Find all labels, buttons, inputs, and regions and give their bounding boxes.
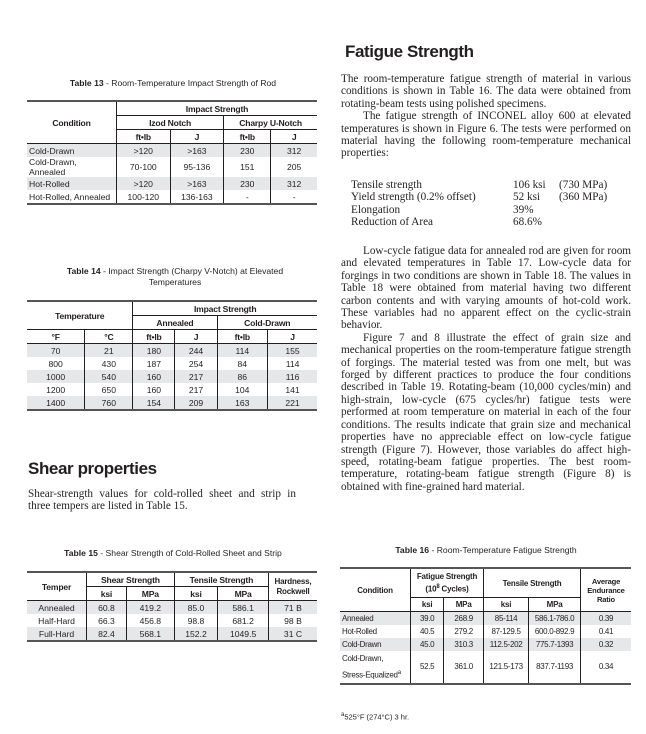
table14-cell: 540: [85, 370, 133, 383]
table-row: [27, 157, 317, 177]
table16-cell: 310.3: [444, 638, 484, 651]
table-row: [340, 612, 631, 626]
table16-fatigue-title: Fatigue Strength: [416, 571, 478, 581]
property-value: 52 ksi: [513, 191, 541, 204]
table13-cell: 312: [271, 177, 317, 190]
table16-ratio-header: Average Endurance Ratio: [581, 568, 632, 612]
shear-paragraph: [28, 488, 296, 513]
shear-text: Shear-strength values for cold-rolled sheet and strip in three tempers are listed in Table 15.: [28, 488, 296, 513]
table13-cell: 151: [224, 157, 271, 177]
table14-title: - Impact Strength (Charpy V-Notch) at Elevated Temperatures: [100, 266, 284, 287]
table-row: [27, 357, 317, 370]
table14-unit-header: ft•lb: [217, 330, 268, 344]
fatigue-paragraph: The fatigue strength of INCONEL alloy 600 at elevated temperatures is shown in Figure 6. The tests were performed on material having the following room-temperature mechanical properties:: [341, 110, 631, 160]
table16-footnote-mark: a: [341, 712, 345, 718]
table14-cell: 70: [27, 344, 85, 358]
table13-cell: -: [271, 190, 317, 204]
table14: [27, 300, 317, 411]
table13-cell: >120: [117, 144, 171, 158]
property-label: Yield strength (0.2% offset): [351, 191, 476, 204]
table-row: [340, 638, 631, 651]
table-row: [27, 144, 317, 158]
table13-cell: 205: [271, 157, 317, 177]
fatigue-paragraph: Low-cycle fatigue data for annealed rod are given for room and elevated temperatures in Table 17. Low-cycle data for forgings in two conditions are shown in Table 18. The values in Table 18 were obtained from material having two different carbon contents and with varying amounts of hot-cold work. These variables had no apparent effect on the cyclic-strain behavior.: [341, 245, 631, 332]
table16-condition-line1: Cold-Drawn,: [342, 654, 384, 663]
table15-unit-header: MPa: [126, 587, 174, 601]
table13-label: Table 13: [69, 78, 104, 88]
table14-cell: 221: [268, 396, 317, 410]
table15-unit-header: MPa: [218, 587, 269, 601]
property-metric: (360 MPa): [559, 191, 608, 204]
table16-cell: 39.0: [411, 612, 444, 626]
table15-cell: 568.1: [126, 627, 174, 641]
table14-cell: 154: [133, 396, 175, 410]
table-row: [27, 344, 317, 358]
table16-unit-header: ksi: [411, 598, 444, 612]
fatigue-paragraph: The room-temperature fatigue strength of material in various conditions is shown in Table 16. The data were obtained from rotating-beam tests using polished specimens.: [341, 73, 631, 110]
table13-condition-cell: Hot-Rolled: [27, 177, 117, 190]
table16-cell: 268.9: [444, 612, 484, 626]
table16-footnote: [341, 712, 409, 722]
table13-condition-header: Condition: [27, 101, 117, 144]
table16-cell: 586.1-786.0: [529, 612, 581, 626]
table16-caption: [341, 545, 631, 556]
table15-cell: 85.0: [174, 601, 217, 615]
table15-group-header: Shear Strength: [87, 572, 175, 587]
table16-fatigue-cycles-suffix: Cycles): [439, 584, 469, 594]
table-row: [27, 627, 317, 641]
table14-unit-header: J: [268, 330, 317, 344]
table13-unit-header: J: [170, 130, 224, 144]
table14-cell: 114: [268, 357, 317, 370]
table-row: [340, 625, 631, 638]
table14-cell: 155: [268, 344, 317, 358]
table15-cell: 1049.5: [218, 627, 269, 641]
table15-hardness-cell: 98 B: [269, 614, 318, 627]
table13-cell: >163: [170, 177, 224, 190]
table16-cell: 40.5: [411, 625, 444, 638]
table16-fatigue-header: [411, 568, 484, 598]
table-row: [27, 396, 317, 410]
property-row: [351, 204, 607, 216]
table15-unit-header: ksi: [87, 587, 127, 601]
table-row: [27, 177, 317, 190]
table15-temper-cell: Annealed: [27, 601, 87, 615]
table13-cell: 95-136: [170, 157, 224, 177]
table13-condition-cell: Hot-Rolled, Annealed: [27, 190, 117, 204]
mechanical-properties-list: [351, 179, 607, 229]
table14-unit-header: °F: [27, 330, 85, 344]
shear-heading: Shear properties: [28, 459, 157, 478]
table13-title: - Room-Temperature Impact Strength of Rod: [103, 78, 277, 88]
property-row: [351, 191, 607, 203]
table14-unit-header: ft•lb: [133, 330, 175, 344]
fatigue-paragraph: Figure 7 and 8 illustrate the effect of grain size and mechanical properties on the room-temperature fatigue strength of forgings. The material tested was from one melt, but was forged by different practices to produce the four conditions described in Table 19. Rotating-beam (10,000 cycles/min) and high-strain, low-cycle (675 cycles/hr) fatigue tests were performed at room temperature on material in each of the four conditions. The results indicate that grain size and mechanical properties have no appreciable effect on low-cycle fatigue strength (Figure 7). However, those variables do affect high-speed, rotating-beam fatigue properties. The best room-temperature, rotating-beam fatigue strength (Figure 8) is obtained with fine-grained hard material.: [341, 331, 631, 493]
table15-cell: 456.8: [126, 614, 174, 627]
table15-cell: 681.2: [218, 614, 269, 627]
table14-cell: 1200: [46, 384, 66, 395]
table16-fatigue-cycles-exp: 8: [436, 583, 440, 590]
property-value: 39%: [513, 203, 534, 216]
table15-caption: [28, 548, 318, 559]
table13-cell: 230: [224, 177, 271, 190]
table13-caption: [28, 78, 318, 89]
table14-cell: 141: [268, 383, 317, 396]
table16-label: Table 16: [395, 545, 430, 555]
table14-cell: 217: [175, 383, 217, 396]
table16-condition-cell: Hot-Rolled: [342, 627, 377, 636]
table16-fatigue-cycles-prefix: (10: [425, 584, 437, 594]
table-row: [27, 370, 317, 383]
table15-cell: 152.2: [174, 627, 217, 641]
fatigue-heading: Fatigue Strength: [345, 42, 474, 61]
table14-temperature-header: Temperature: [27, 301, 133, 330]
table14-cell: 116: [268, 370, 317, 383]
table14-cell: 244: [175, 344, 217, 358]
table13-cell: -: [224, 190, 271, 204]
table14-cell: 86: [217, 370, 268, 383]
table13-sub-header: Charpy U-Notch: [224, 116, 317, 130]
table14-cell: 650: [85, 383, 133, 396]
table16-ratio-cell: 0.39: [581, 612, 632, 626]
table16-tensile-header: Tensile Strength: [484, 568, 581, 598]
property-label: Tensile strength: [351, 179, 422, 191]
table14-cell: 800: [48, 358, 63, 369]
table13-cell: 70-100: [117, 157, 171, 177]
table16-condition-header: Condition: [340, 568, 411, 612]
property-label: Reduction of Area: [351, 216, 434, 229]
table16-cell: 45.0: [411, 638, 444, 651]
table16-footnote-ref: a: [397, 670, 401, 676]
table15-title: - Shear Strength of Cold-Rolled Sheet and Strip: [97, 548, 282, 558]
table-row: [27, 614, 317, 627]
table16-cell: 837.7-1193: [529, 651, 581, 684]
table14-unit-header: J: [175, 330, 217, 344]
property-metric: (730 MPa): [559, 179, 608, 191]
table13: [27, 100, 317, 205]
table15-group-header: Tensile Strength: [174, 572, 268, 587]
table16-cell: 121.5-173: [484, 651, 529, 684]
table16-condition-cell: Annealed: [340, 612, 411, 626]
table16-cell: 87-129.5: [484, 625, 529, 638]
table13-cell: 230: [224, 144, 271, 158]
table15-cell: 66.3: [87, 614, 127, 627]
table16-condition-line2: Stress-Equalized: [342, 670, 398, 680]
property-value: 106 ksi: [513, 179, 546, 191]
table16-title: - Room-Temperature Fatigue Strength: [429, 545, 577, 555]
table15-cell: 60.8: [87, 601, 127, 615]
table15-temper-header: Temper: [27, 572, 87, 601]
table16-cell: 361.0: [444, 651, 484, 684]
table16-unit-header: MPa: [529, 598, 581, 612]
table15-temper-cell: Half-Hard: [38, 615, 75, 626]
table-row: [340, 651, 631, 684]
fatigue-body: [341, 245, 631, 493]
table13-cell: 100-120: [117, 190, 171, 204]
table16-cell: 52.5: [411, 651, 444, 684]
table13-group-header: Impact Strength: [117, 101, 318, 116]
fatigue-intro: [341, 73, 631, 160]
table14-cell: 217: [175, 370, 217, 383]
table15-cell: 419.2: [126, 601, 174, 615]
property-label: Elongation: [351, 203, 401, 216]
table14-cell: 21: [85, 344, 133, 358]
table14-cell: 163: [217, 396, 268, 410]
table14-unit-header: °C: [85, 330, 133, 344]
table15-cell: 586.1: [218, 601, 269, 615]
table14-caption: [40, 266, 310, 288]
property-row: [351, 216, 607, 228]
table15-temper-cell: Full-Hard: [27, 627, 87, 641]
table16-ratio-cell: 0.32: [581, 638, 632, 651]
table13-cell: >163: [170, 144, 224, 158]
table13-unit-header: ft•lb: [224, 130, 271, 144]
table16-unit-header: MPa: [444, 598, 484, 612]
property-row: [351, 179, 607, 191]
table-row: [27, 190, 317, 204]
table16-unit-header: ksi: [484, 598, 529, 612]
table14-label: Table 14: [66, 266, 101, 276]
table14-cell: 209: [175, 396, 217, 410]
table13-cell: 136-163: [170, 190, 224, 204]
table14-cell: 114: [217, 344, 268, 358]
table13-sub-header: Izod Notch: [117, 116, 224, 130]
table13-cell: 312: [271, 144, 317, 158]
property-value: 68.6%: [513, 216, 542, 229]
table13-cell: >120: [117, 177, 171, 190]
table-row: [27, 383, 317, 396]
table15-hardness-header: Hardness, Rockwell: [269, 572, 318, 601]
table14-cell: 760: [85, 396, 133, 410]
table14-cell: 430: [85, 357, 133, 370]
table16-condition-cell: Cold-Drawn: [340, 638, 411, 651]
table16: [340, 567, 631, 685]
table16-cell: 112.5-202: [484, 638, 529, 651]
table13-condition-cell: Cold-Drawn: [27, 144, 117, 158]
table16-cell: 600.0-892.9: [529, 625, 581, 638]
table15-hardness-cell: 31 C: [269, 627, 318, 641]
table13-condition-cell: Cold-Drawn, Annealed: [29, 157, 77, 177]
table16-cell: 775.7-1393: [529, 638, 581, 651]
table14-cell: 1000: [27, 370, 85, 383]
table-row: [27, 601, 317, 615]
table16-ratio-cell: 0.41: [581, 625, 632, 638]
table15-cell: 98.8: [174, 614, 217, 627]
table16-ratio-cell: 0.34: [581, 651, 632, 684]
table14-cell: 1400: [27, 396, 85, 410]
table14-cell: 180: [133, 344, 175, 358]
table14-cell: 84: [217, 357, 268, 370]
table15-label: Table 15: [64, 548, 98, 558]
table14-group-header: Impact Strength: [133, 301, 317, 316]
table14-cell: 160: [133, 370, 175, 383]
table14-sub-header: Cold-Drawn: [217, 316, 317, 330]
table16-cell: 85-114: [484, 612, 529, 626]
table14-cell: 104: [217, 383, 268, 396]
table14-cell: 254: [175, 357, 217, 370]
table14-cell: 160: [133, 383, 175, 396]
table14-cell: 187: [133, 357, 175, 370]
table15: [27, 571, 317, 642]
table13-unit-header: J: [271, 130, 317, 144]
table15-hardness-cell: 71 B: [269, 601, 318, 615]
table15-cell: 82.4: [87, 627, 127, 641]
table16-cell: 279.2: [444, 625, 484, 638]
table14-sub-header: Annealed: [133, 316, 217, 330]
table16-condition-cell: [340, 651, 411, 684]
table13-unit-header: ft•lb: [117, 130, 171, 144]
table16-footnote-text: 525°F (274°C) 3 hr.: [344, 712, 410, 722]
table15-unit-header: ksi: [174, 587, 217, 601]
